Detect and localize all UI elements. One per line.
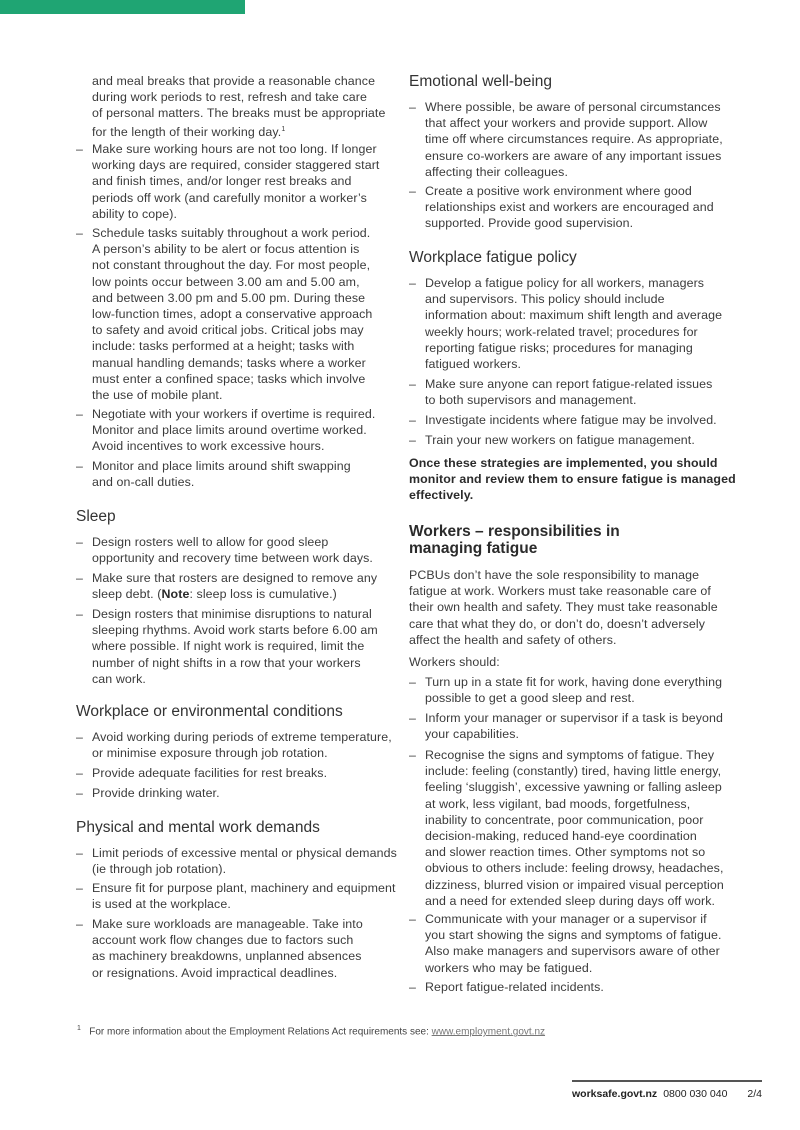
list-item-text: Inform your manager or supervisor if a task is beyond your capabilities. <box>425 711 723 742</box>
bullet-dash: – <box>76 786 83 800</box>
list-item <box>409 412 717 428</box>
list-item <box>76 141 380 222</box>
list-item <box>409 979 604 995</box>
bullet-dash: – <box>76 142 83 156</box>
bullet-dash: – <box>409 184 416 198</box>
bullet-dash: – <box>409 912 416 926</box>
list-item-text: Schedule tasks suitably throughout a work period. A person’s ability to be alert or focus attention is not constant throughout the day. For most people, low points occur between 3.00 am and 5.00 am, and between 3.00 pm and 5.00 pm. During these low-function times, adopt a conservative approach to safety and avoid critical jobs. Critical jobs may include: tasks performed at a height; tasks with manual handling demands; tasks where a worker must enter a confined space; tasks which involve the use of mobile plant. <box>92 226 373 403</box>
list-item <box>409 376 713 408</box>
bullet-dash: – <box>76 407 83 421</box>
list-item-text: Monitor and place limits around shift swapping and on-call duties. <box>92 459 351 490</box>
heading-fatigue-policy: Workplace fatigue policy <box>409 249 577 266</box>
list-item <box>76 880 396 912</box>
bullet-dash: – <box>409 276 416 290</box>
list-item <box>76 606 378 687</box>
bold-summary-paragraph: Once these strategies are implemented, you should monitor and review them to ensure fatigue is managed effectively. <box>409 456 736 503</box>
footer-website[interactable]: worksafe.govt.nz <box>572 1088 658 1100</box>
bullet-dash: – <box>76 881 83 895</box>
footnote-ref: 1 <box>281 125 286 133</box>
list-item <box>76 570 378 602</box>
list-item <box>409 432 695 448</box>
paragraph-meal-breaks <box>92 73 385 140</box>
footer-divider <box>572 1080 762 1082</box>
heading-emotional-wellbeing: Emotional well-being <box>409 73 553 90</box>
bullet-dash: – <box>409 980 416 994</box>
list-item-text: Make sure working hours are not too long. If longer working days are required, consider staggered start and finish times, and/or longer rest breaks and periods off work (and carefully monitor a worker’s ability to cope). <box>92 142 380 221</box>
list-item-text: Avoid working during periods of extreme temperature, or minimise exposure through job rotation. <box>92 730 392 761</box>
list-item <box>409 710 723 742</box>
workers-should-label: Workers should: <box>409 655 500 669</box>
list-item-text: Provide adequate facilities for rest breaks. <box>92 766 328 780</box>
list-item <box>76 534 373 566</box>
bullet-dash: – <box>76 571 83 585</box>
list-item-text: : sleep loss is cumulative.) <box>189 587 337 602</box>
bullet-dash: – <box>76 459 83 473</box>
heading-sleep: Sleep <box>76 508 116 525</box>
list-item <box>409 911 722 976</box>
list-item-text: Report fatigue-related incidents. <box>425 980 604 994</box>
list-item-text: Communicate with your manager or a supervisor if you start showing the signs and symptoms of fatigue. Also make managers and supervisors aware of other workers who may be fatigued. <box>425 912 722 975</box>
footer-phone: 0800 030 040 <box>663 1088 728 1100</box>
list-item-text: Provide drinking water. <box>92 786 220 800</box>
list-item-text: Recognise the signs and symptoms of fatigue. They include: feeling (constantly) tired, having little energy, feeling ‘sluggish’, excessive yawning or falling asleep at work, less vigilant, bad moods, forgetfulness, inability to concentrate, poor communication, poor decision-making, reduced hand-eye coordination and slower reaction times. Other symptoms not so obvious to others include: feeling drowsy, headaches, dizziness, blurred vision or impaired visual perception and a need for extended sleep during days off work. <box>425 748 724 908</box>
bullet-dash: – <box>409 675 416 689</box>
heading-physical-mental-demands: Physical and mental work demands <box>76 819 320 836</box>
list-item-text: Ensure fit for purpose plant, machinery and equipment is used at the workplace. <box>92 881 396 912</box>
bullet-dash: – <box>76 535 83 549</box>
list-item <box>409 99 723 180</box>
list-item <box>76 765 328 781</box>
list-item-text: Design rosters that minimise disruptions to natural sleeping rhythms. Avoid work starts before 6.00 am where possible. If night work is required, limit the number of night shifts in a row that your workers can work. <box>92 607 378 686</box>
bullet-dash: – <box>76 607 83 621</box>
bullet-dash: – <box>409 711 416 725</box>
list-item-text: Where possible, be aware of personal circumstances that affect your workers and provide support. Allow time off where circumstances require. As appropriate, ensure co-workers are aware of any important issues affecting their colleagues. <box>425 100 723 179</box>
employment-link[interactable]: www.employment.govt.nz <box>431 1026 546 1038</box>
list-item <box>409 183 714 232</box>
list-item <box>76 225 373 403</box>
list-item-text: Make sure anyone can report fatigue-related issues to both supervisors and management. <box>425 377 713 408</box>
list-item <box>409 674 723 706</box>
list-item <box>76 845 397 877</box>
list-item-text: Create a positive work environment where good relationships exist and workers are encouraged and supported. Provide good supervision. <box>425 184 714 231</box>
list-item <box>76 406 376 455</box>
list-item-text: Train your new workers on fatigue management. <box>425 433 695 447</box>
page-number: 2/4 <box>747 1088 762 1100</box>
list-item <box>76 729 392 761</box>
bullet-dash: – <box>76 846 83 860</box>
heading-environmental-conditions: Workplace or environmental conditions <box>76 703 343 720</box>
bullet-dash: – <box>76 730 83 744</box>
list-item <box>409 275 723 372</box>
bullet-dash: – <box>409 377 416 391</box>
note-label: Note <box>161 587 190 602</box>
list-item-text: Make sure workloads are manageable. Take into account work flow changes due to factors such as machinery breakdowns, unplanned absences or resignations. Avoid impractical deadlines. <box>92 917 363 980</box>
bullet-dash: – <box>76 766 83 780</box>
list-item-text: Limit periods of excessive mental or physical demands (ie through job rotation). <box>92 846 397 877</box>
list-item-text: Turn up in a state fit for work, having done everything possible to get a good sleep and rest. <box>425 675 723 706</box>
footnote <box>77 1025 545 1037</box>
list-item-text: Investigate incidents where fatigue may be involved. <box>425 413 717 427</box>
heading-workers-responsibilities: Workers – responsibilities in managing fatigue <box>409 523 620 557</box>
paragraph-pcbus: PCBUs don’t have the sole responsibility to manage fatigue at work. Workers must take reasonable care of their own health and safety. They must take reasonable care that what they do, or don’t do, doesn’t adversely affect the health and safety of others. <box>409 568 718 647</box>
paragraph-text: and meal breaks that provide a reasonable chance during work periods to rest, refresh and take care of personal matters. The breaks must be appropriate for the length of their working day. <box>92 74 386 139</box>
list-item <box>76 916 363 981</box>
list-item <box>76 785 220 801</box>
list-item <box>76 458 351 490</box>
page-footer <box>572 1088 762 1100</box>
bullet-dash: – <box>76 226 83 240</box>
bullet-dash: – <box>76 917 83 931</box>
list-item-text: Design rosters well to allow for good sleep opportunity and recovery time between work days. <box>92 535 373 566</box>
footnote-number: 1 <box>77 1025 81 1032</box>
list-item-text: Develop a fatigue policy for all workers, managers and supervisors. This policy should include information about: maximum shift length and average weekly hours; work-related travel; procedures for reporting fatigue risks; procedures for managing fatigued workers. <box>425 276 723 372</box>
bullet-dash: – <box>409 413 416 427</box>
bullet-dash: – <box>409 100 416 114</box>
list-item-text: Make sure that rosters are designed to remove any sleep debt. ( <box>92 571 378 602</box>
list-item <box>409 747 724 909</box>
footnote-text: For more information about the Employment Relations Act requirements see: <box>89 1026 432 1038</box>
bullet-dash: – <box>409 433 416 447</box>
bullet-dash: – <box>409 748 416 762</box>
list-item-text: Negotiate with your workers if overtime is required. Monitor and place limits around overtime worked. Avoid incentives to work excessive hours. <box>92 407 376 454</box>
header-accent-bar <box>0 0 245 14</box>
